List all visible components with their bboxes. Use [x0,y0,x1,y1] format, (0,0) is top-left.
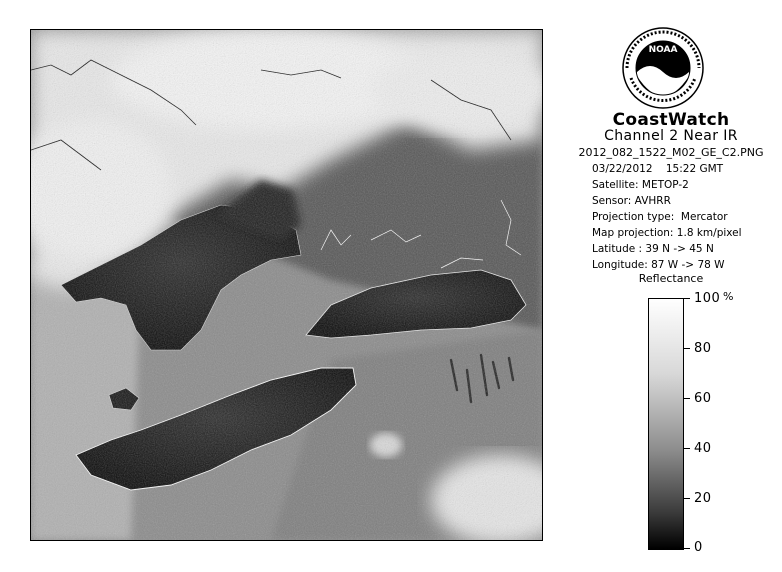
colorbar-tick [684,448,690,449]
date-time: 03/22/2012 15:22 GMT [592,163,724,175]
colorbar-tick [684,548,690,549]
colorbar-unit: % [723,290,734,303]
info-panel [560,0,782,572]
filename-label: 2012_082_1522_M02_GE_C2.PNG [578,146,764,159]
colorbar-tick-label: 0 [694,540,703,555]
colorbar-tick-label: 80 [694,341,712,356]
channel-label: Channel 2 Near IR [604,128,738,144]
colorbar-tick [684,498,690,499]
satellite-label: Satellite: METOP-2 [592,179,689,191]
colorbar-tick-label: 60 [694,391,712,406]
noaa-logo [621,26,705,110]
colorbar-tick-label: 100 [694,291,721,306]
noaa-logo-icon [621,26,705,110]
projection-type-label: Projection type: Mercator [592,211,728,223]
colorbar-tick-label: 20 [694,491,712,506]
product-title: CoastWatch [612,110,730,130]
colorbar-tick [684,298,690,299]
map-projection-label: Map projection: 1.8 km/pixel [592,227,742,239]
reflectance-colorbar [648,298,684,550]
legend-title: Reflectance [638,272,704,285]
colorbar-tick [684,398,690,399]
colorbar-tick [684,348,690,349]
logo-center-text: NOAA [648,45,678,55]
sensor-label: Sensor: AVHRR [592,195,671,207]
satellite-image [30,29,543,541]
latitude-label: Latitude : 39 N -> 45 N [592,243,714,255]
longitude-label: Longitude: 87 W -> 78 W [592,259,725,271]
satellite-map-graphic [31,30,542,540]
colorbar-tick-label: 40 [694,441,712,456]
colorbar-ticks [684,291,744,555]
